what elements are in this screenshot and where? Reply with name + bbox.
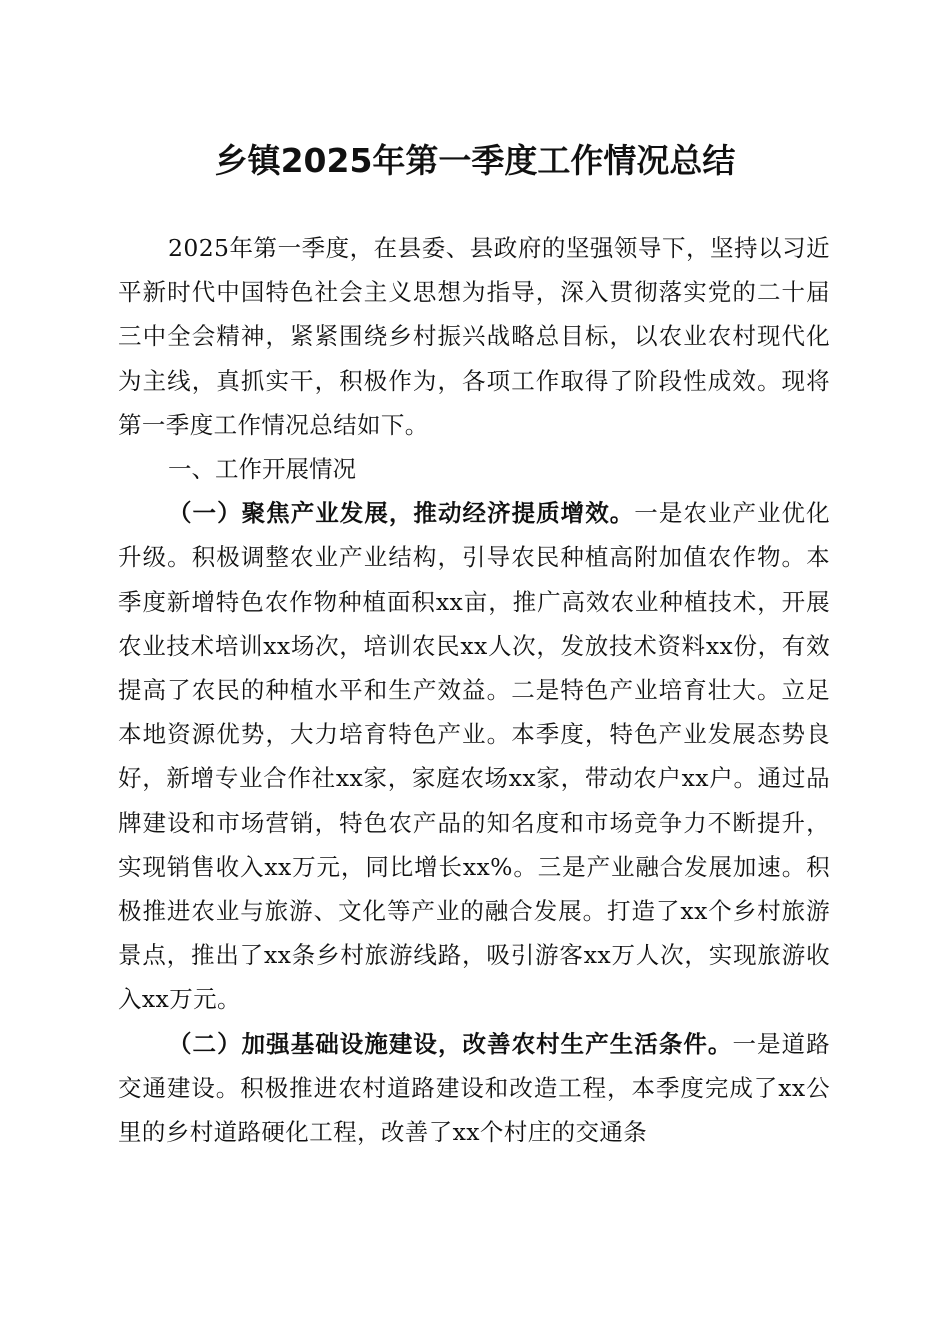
item-paragraph-2 [118, 1022, 830, 1155]
item-text-1: 一是农业产业优化升级。积极调整农业产业结构，引导农民种植高附加值农作物。本季度新增特色农作物种植面积xx亩，推广高效农业种植技术，开展农业技术培训xx场次，培训农民xx人次，发放技术资料xx份，有效提高了农民的种植水平和生产效益。二是特色产业培育壮大。立足本地资源优势，大力培育特色产业。本季度，特色产业发展态势良好，新增专业合作社xx家，家庭农场xx家，带动农户xx户。通过品牌建设和市场营销，特色农产品的知名度和市场竞争力不断提升，实现销售收入xx万元，同比增长xx%。三是产业融合发展加速。积极推进农业与旅游、文化等产业的融合发展。打造了xx个乡村旅游景点，推出了xx条乡村旅游线路，吸引游客xx万人次，实现旅游收入xx万元。 [118, 499, 830, 1014]
item-lead-2: （二）加强基础设施建设，改善农村生产生活条件。 [168, 1029, 733, 1058]
intro-paragraph: 2025年第一季度，在县委、县政府的坚强领导下，坚持以习近平新时代中国特色社会主义思想为指导，深入贯彻落实党的二十届三中全会精神，紧紧围绕乡村振兴战略总目标，以农业农村现代化为主线，真抓实干，积极作为，各项工作取得了阶段性成效。现将第一季度工作情况总结如下。 [118, 234, 830, 439]
item-lead-1: （一）聚焦产业发展，推动经济提质增效。 [168, 499, 635, 528]
document-title: 乡镇2025年第一季度工作情况总结 [214, 141, 736, 180]
document-body [118, 226, 830, 1154]
section-heading: 一、工作开展情况 [168, 455, 356, 484]
item-paragraph-1 [118, 491, 830, 1021]
item-text-2: 一是道路交通建设。积极推进农村道路建设和改造工程，本季度完成了xx公里的乡村道路硬化工程，改善了xx个村庄的交通条 [118, 1029, 830, 1147]
